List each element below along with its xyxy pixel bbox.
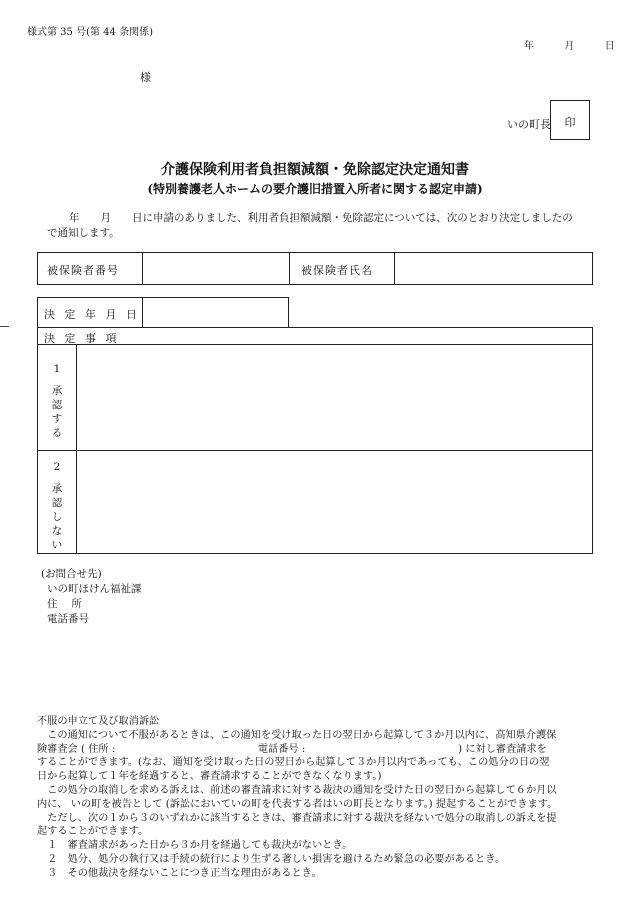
approve-option-label [50, 362, 64, 440]
appeal-notice [37, 715, 612, 881]
appeal-line: この処分の取消しを求める訴えは、前述の審査請求に対する裁決の通知を受けた日の翌日から起算して６か月以 [37, 784, 557, 796]
reject-char: な [51, 525, 63, 537]
contact-address-label: 住 所 [47, 598, 82, 610]
insured-name-label: 被保険者氏名 [301, 264, 373, 277]
reject-option-label [50, 460, 64, 552]
appeal-line: 起することができます。 [37, 826, 149, 838]
document-title: 介護保険利用者負担額減額・免除認定決定通知書 [161, 162, 469, 178]
appeal-line: ２ 処分、処分の執行又は手続の続行により生ずる著しい損害を避けるため緊急の必要があるとき。 [37, 853, 506, 865]
reject-char: い [51, 539, 63, 551]
reject-char: 承 [51, 483, 63, 495]
insured-name-field[interactable] [395, 253, 592, 284]
contact-heading: (お問合せ先) [41, 568, 102, 580]
cell-divider [289, 253, 290, 284]
reject-char: し [51, 511, 63, 523]
decision-items-box [37, 327, 593, 554]
approve-number: 1 [53, 363, 61, 375]
seal-box [550, 100, 590, 140]
date-month-label: 月 [564, 41, 575, 52]
date-year-label: 年 [524, 41, 534, 52]
insured-number-field[interactable] [143, 253, 288, 284]
approve-char: 認 [51, 399, 63, 411]
mayor-label: いの町長 [507, 118, 551, 131]
insured-info-row [37, 252, 593, 285]
margin-mark [0, 326, 9, 327]
contact-section [41, 567, 142, 627]
appeal-line: １ 審査請求があった日から３か月を経過しても裁決がないとき。 [37, 840, 353, 852]
addressee-suffix: 様 [140, 71, 151, 84]
document-subtitle: (特別養護老人ホームの要介護旧措置入所者に関する認定申請) [147, 182, 483, 196]
approve-char: す [51, 413, 63, 425]
appeal-line: ３ その他裁決を経ないことにつき正当な理由があるとき。 [37, 867, 322, 879]
reject-number: 2 [53, 461, 61, 473]
reject-content-area[interactable] [77, 451, 592, 553]
contact-phone-label: 電話番号 [47, 613, 89, 625]
intro-text [47, 211, 607, 241]
intro-line: 年 月 日に申請のありました、利用者負担額減額・免除認定については、次のとおり決定しましたの [69, 212, 573, 224]
date-day-label: 日 [604, 41, 615, 52]
approve-content-area[interactable] [77, 345, 592, 450]
approve-char: る [51, 427, 63, 439]
seal-label: 印 [564, 116, 576, 129]
contact-department: いの町ほけん福祉課 [47, 583, 142, 595]
appeal-line: 日から起算して１年を経過すると、審査請求することができなくなります。) [37, 771, 382, 783]
intro-line: で通知します。 [47, 227, 120, 239]
decision-items-label: 決 定 事 項 [44, 332, 120, 345]
decision-date-label: 決 定 年 月 日 [44, 308, 140, 321]
appeal-line: 内に、 いの町を被告として (訴訟においていの町を代表する者はいの町長となります。) 提起することができます。 [37, 798, 558, 810]
form-number: 様式第 35 号(第 44 条関係) [27, 27, 153, 38]
approve-char: 承 [51, 385, 63, 397]
appeal-heading: 不服の申立て及び取消訴訟 [37, 716, 160, 727]
decision-date-field[interactable] [143, 298, 288, 327]
appeal-line: することができます。(なお、通知を受け取った日の翌日から起算して３か月以内であっても、この処分の日の翌 [37, 757, 550, 769]
insured-number-label: 被保険者番号 [47, 264, 119, 277]
decision-date-row [37, 297, 289, 328]
appeal-line: ただし、次の１から３のいずれかに該当するときは、審査請求に対する裁決を経ないで処分の取消しの訴えを提 [37, 812, 557, 824]
appeal-line: 険審査会 ( 住所 : 電話番号 : ) に対し審査請求を [37, 743, 547, 755]
date-line [524, 37, 615, 52]
reject-char: 認 [51, 497, 63, 509]
appeal-line: この通知について不服があるときは、この通知を受け取った日の翌日から起算して３か月以内に、高知県介護保 [37, 729, 557, 741]
